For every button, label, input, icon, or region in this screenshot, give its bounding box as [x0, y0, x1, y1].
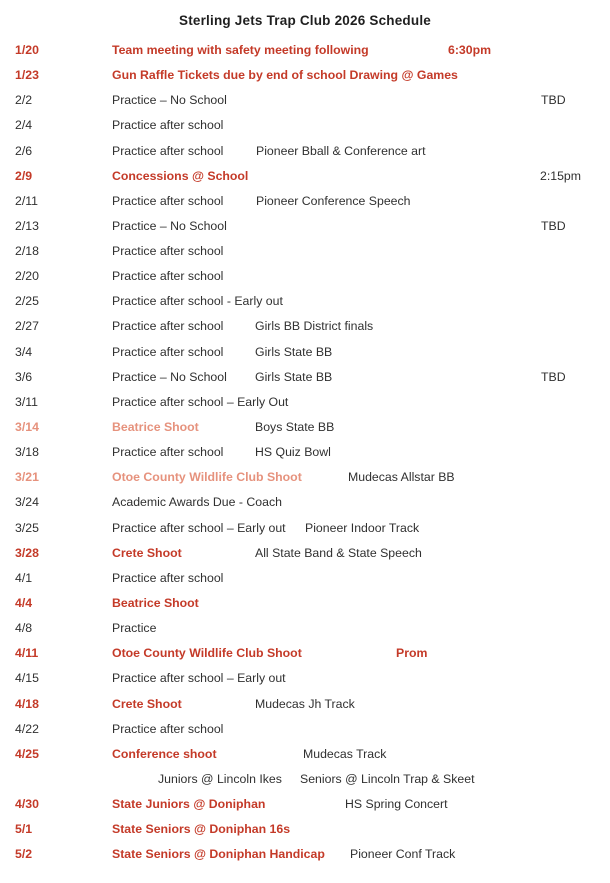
schedule-row: [0, 145, 610, 170]
row-date: 3/4: [15, 344, 33, 359]
row-cell: Practice – No School: [112, 218, 227, 233]
row-cell: Otoe County Wildlife Club Shoot: [112, 646, 302, 661]
row-cell: Practice – No School: [112, 93, 227, 108]
schedule-row: [0, 848, 610, 873]
row-date: 5/2: [15, 847, 33, 862]
row-date: 3/6: [15, 369, 33, 384]
schedule-row: [0, 723, 610, 748]
row-cell: Practice – No School: [112, 369, 227, 384]
schedule-row: [0, 69, 610, 94]
row-date: 4/25: [15, 746, 39, 761]
row-cell: TBD: [541, 93, 566, 108]
row-date: 2/9: [15, 168, 33, 183]
schedule-row: [0, 371, 610, 396]
schedule-row: [0, 698, 610, 723]
row-cell: HS Quiz Bowl: [255, 445, 331, 460]
row-cell: Practice after school - Early out: [112, 294, 283, 309]
schedule-row: [0, 346, 610, 371]
schedule-row: [0, 597, 610, 622]
schedule-row: [0, 496, 610, 521]
schedule-row: [0, 220, 610, 245]
row-date: 4/15: [15, 671, 39, 686]
row-cell: Practice: [112, 621, 157, 636]
row-cell: Practice after school: [112, 193, 224, 208]
row-date: 2/4: [15, 118, 33, 133]
row-date: 1/20: [15, 43, 39, 57]
row-cell: HS Spring Concert: [345, 797, 448, 812]
schedule-row: [0, 647, 610, 672]
row-date: 5/1: [15, 822, 33, 837]
row-date: 2/11: [15, 193, 39, 208]
page-title: Sterling Jets Trap Club 2026 Schedule: [179, 13, 431, 28]
schedule-row: [0, 748, 610, 773]
schedule-row: [0, 572, 610, 597]
row-cell: Mudecas Jh Track: [255, 696, 355, 711]
schedule-row: [0, 320, 610, 345]
row-cell: Gun Raffle Tickets due by end of school Drawing @ Games: [112, 68, 458, 83]
row-cell: Practice after school: [112, 445, 224, 460]
schedule-row: [0, 773, 610, 798]
schedule-row: [0, 823, 610, 848]
row-cell: Pioneer Bball & Conference art: [256, 143, 426, 158]
row-cell: Crete Shoot: [112, 696, 182, 711]
schedule-row: [0, 522, 610, 547]
row-date: 2/13: [15, 218, 39, 233]
row-cell: Girls State BB: [255, 344, 333, 359]
row-cell: Practice after school – Early out: [112, 520, 286, 535]
row-cell: Girls State BB: [255, 369, 333, 384]
row-cell: Practice after school: [112, 143, 224, 158]
row-cell: Practice after school: [112, 118, 224, 133]
row-cell: Juniors @ Lincoln Ikes: [158, 771, 282, 786]
row-cell: TBD: [541, 369, 566, 384]
row-cell: Crete Shoot: [112, 545, 182, 560]
row-date: 2/20: [15, 269, 39, 284]
row-cell: Mudecas Track: [303, 746, 387, 761]
schedule-row: [0, 44, 610, 69]
row-cell: Seniors @ Lincoln Trap & Skeet: [300, 771, 475, 786]
row-cell: All State Band & State Speech: [255, 545, 422, 560]
row-cell: Practice after school: [112, 269, 224, 284]
row-cell: Prom: [396, 646, 428, 661]
row-date: 3/18: [15, 445, 39, 460]
row-cell: Otoe County Wildlife Club Shoot: [112, 470, 302, 485]
schedule-row: [0, 622, 610, 647]
row-date: 2/2: [15, 93, 33, 108]
row-date: 2/6: [15, 143, 33, 158]
schedule-row: [0, 270, 610, 295]
schedule-row: [0, 295, 610, 320]
row-cell: Conference shoot: [112, 746, 217, 761]
row-date: 4/1: [15, 570, 33, 585]
row-date: 4/22: [15, 721, 39, 736]
row-cell: Pioneer Indoor Track: [305, 520, 420, 535]
row-cell: 6:30pm: [448, 43, 492, 57]
schedule-row: [0, 396, 610, 421]
row-date: 2/27: [15, 319, 39, 334]
row-date: 3/24: [15, 495, 39, 510]
schedule-row: [0, 446, 610, 471]
row-date: 3/14: [15, 420, 39, 435]
schedule-row: [0, 471, 610, 496]
row-cell: State Juniors @ Doniphan: [112, 797, 266, 812]
row-cell: Team meeting with safety meeting following: [112, 43, 369, 57]
row-date: 4/4: [15, 595, 33, 610]
row-date: 3/21: [15, 470, 39, 485]
row-date: 4/8: [15, 621, 33, 636]
schedule-row: [0, 170, 610, 195]
schedule-row: [0, 94, 610, 119]
schedule-row: [0, 672, 610, 697]
row-date: 2/25: [15, 294, 39, 309]
schedule-row: [0, 421, 610, 446]
row-cell: Girls BB District finals: [255, 319, 374, 334]
row-cell: State Seniors @ Doniphan Handicap: [112, 847, 325, 862]
row-date: 4/11: [15, 646, 39, 661]
row-cell: Practice after school: [112, 721, 224, 736]
row-date: 4/18: [15, 696, 39, 711]
schedule-row: [0, 245, 610, 270]
row-cell: TBD: [541, 218, 566, 233]
row-date: 3/11: [15, 394, 39, 409]
row-cell: Practice after school: [112, 319, 224, 334]
row-cell: Mudecas Allstar BB: [348, 470, 455, 485]
row-cell: Practice after school – Early out: [112, 671, 286, 686]
row-cell: Boys State BB: [255, 420, 335, 435]
row-cell: Pioneer Conference Speech: [256, 193, 411, 208]
row-date: 2/18: [15, 244, 39, 259]
row-cell: Beatrice Shoot: [112, 595, 199, 610]
row-cell: State Seniors @ Doniphan 16s: [112, 822, 291, 837]
row-cell: Beatrice Shoot: [112, 420, 199, 435]
schedule-row: [0, 547, 610, 572]
row-date: 1/23: [15, 68, 39, 83]
row-date: 3/25: [15, 520, 39, 535]
row-cell: Concessions @ School: [112, 168, 249, 183]
row-cell: Practice after school: [112, 244, 224, 259]
row-cell: Practice after school: [112, 570, 224, 585]
schedule-row: [0, 195, 610, 220]
schedule-row: [0, 798, 610, 823]
row-date: 4/30: [15, 797, 39, 812]
row-cell: Practice after school – Early Out: [112, 394, 289, 409]
schedule-row: [0, 119, 610, 144]
row-cell: Pioneer Conf Track: [350, 847, 456, 862]
row-cell: Academic Awards Due - Coach: [112, 495, 282, 510]
row-cell: 2:15pm: [540, 168, 582, 183]
row-date: 3/28: [15, 545, 39, 560]
row-cell: Practice after school: [112, 344, 224, 359]
